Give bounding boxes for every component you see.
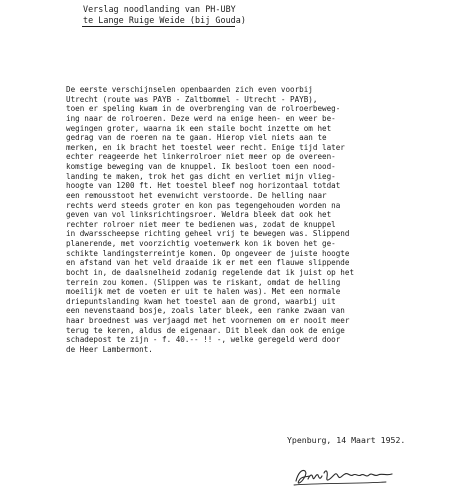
body-line: de Heer Lambermont. <box>66 344 153 354</box>
body-line: rechts werd steeds groter en kon pas tegengehouden worden na <box>66 200 341 210</box>
body-line: haar broednest was verjaagd met het voornemen om er nooit meer <box>66 316 350 325</box>
body-line: echter reageerde het linkerrolroer niet meer op de overeen- <box>66 152 336 162</box>
body-line: schadepost te zijn - f. 40.-- !! -, welke geregeld werd door <box>66 335 341 345</box>
report-body <box>66 85 452 355</box>
body-line: in dwarsscheepse richting geheel vrij te bewegen was. Slippend <box>66 229 350 239</box>
body-line: en afstand van het veld draaide ik er met een flauwe slippende <box>66 258 350 268</box>
body-line: komstige beweging van de knuppel. Ik besloot toen een nood- <box>66 162 336 171</box>
body-line: geven van vol linksrichtingsroer. Weldra bleek dat ook het <box>66 210 332 220</box>
body-line: een remousstoot het evenwicht verstoorde. De helling naar <box>66 190 327 200</box>
body-line: landing te maken, trok het gas dicht en verliet mijn vlieg- <box>66 171 336 181</box>
body-line: moeilijk met de voeten er uit te halen was). Met een normale <box>66 287 341 297</box>
body-line: merken, en ik bracht het toestel weer recht. Enige tijd later <box>66 142 345 152</box>
report-title-line-1: Verslag noodlanding van PH-UBY <box>83 4 236 14</box>
body-line: wegingen groter, waarna ik een staile bocht inzette om het <box>66 123 332 133</box>
body-line: planerende, met voorzichtig voetenwerk kon ik boven het ge- <box>66 239 336 248</box>
body-line: een nevenstaand bosje, zoals later bleek, een ranke zwaan van <box>66 306 345 316</box>
body-line: Utrecht (route was PAYB - Zaltbommel - Utrecht - PAYB), <box>66 94 318 104</box>
body-line: hoogte van 1200 ft. Het toestel bleef nog horizontaal totdat <box>66 181 341 191</box>
body-line: rechter rolroer niet meer te bedienen was, zodat de knuppel <box>66 219 336 229</box>
body-line: terug te keren, aldus de eigenaar. Dit bleek dan ook de enige <box>66 325 345 335</box>
body-line: bocht in, de daalsnelheid zodanig regelende dat ik juist op het <box>66 267 355 277</box>
body-line: De eerste verschijnselen openbaarden zich even voorbij <box>66 85 313 94</box>
handwritten-signature <box>290 463 410 489</box>
body-line: ing naar de rolroeren. Deze werd na enige heen- en weer be- <box>66 113 336 123</box>
body-line: schikte landingsterreintje komen. Op ongeveer de juiste hoogte <box>66 248 350 258</box>
title-underline <box>82 26 235 27</box>
body-line: terrein zou komen. (Slippen was te riskant, omdat de helling <box>66 277 341 287</box>
place-and-date: Ypenburg, 14 Maart 1952. <box>287 435 406 445</box>
body-line: driepuntslanding kwam het toestel aan de grond, waarbij uit <box>66 296 336 306</box>
report-title-line-2: te Lange Ruige Weide (bij Gouda) <box>83 15 246 25</box>
body-line: toen er speling kwam in de overbrenging van de rolroerbeweg- <box>66 104 341 114</box>
body-line: gedrag van de roeren na te gaan. Hierop viel niets aan te <box>66 133 327 143</box>
